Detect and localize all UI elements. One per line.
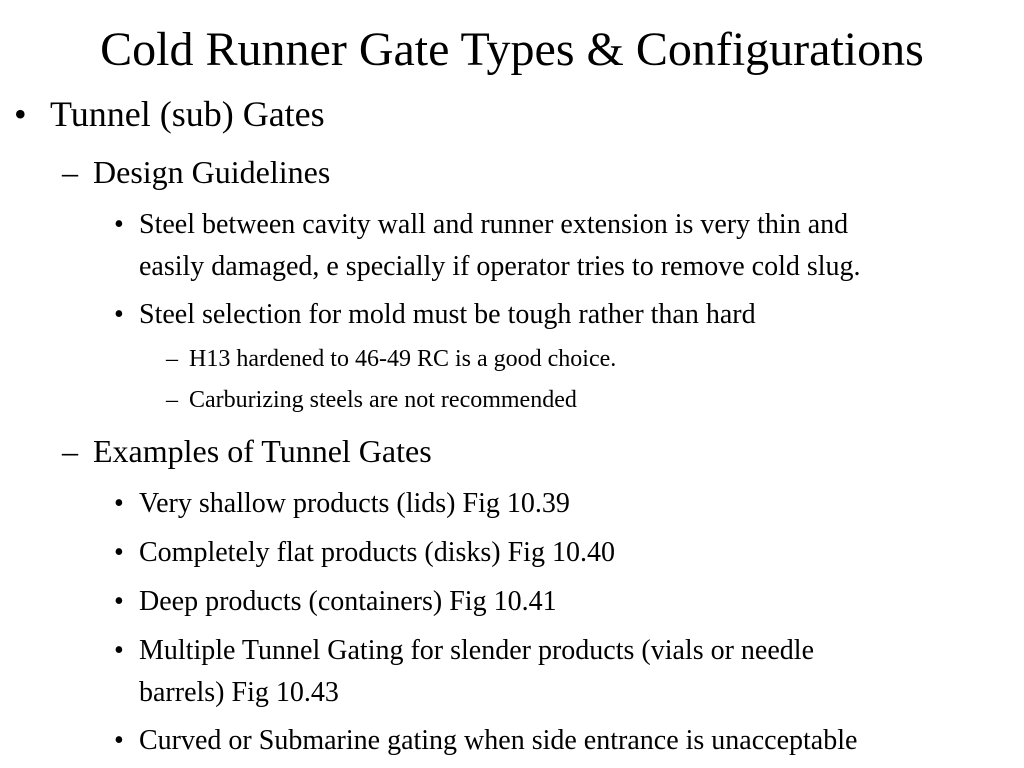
dash-marker: – (166, 387, 178, 413)
bullet-marker: • (14, 94, 27, 134)
sub-bullet-examples: Examples of Tunnel Gates (93, 433, 432, 469)
item-steel-thin-line-1: Steel between cavity wall and runner extension is very thin and (139, 209, 849, 240)
bullet-marker: • (114, 586, 124, 617)
dash-marker: – (166, 346, 178, 372)
item-carburizing-steels: Carburizing steels are not recommended (189, 387, 577, 413)
bullet-marker: • (114, 299, 124, 330)
item-steel-selection: Steel selection for mold must be tough rather than hard (139, 299, 756, 330)
item-multiple-tunnel-line-1: Multiple Tunnel Gating for slender products (vials or needle (139, 635, 814, 666)
bullet-marker: • (114, 635, 124, 666)
item-completely-flat: Completely flat products (disks) Fig 10.40 (139, 537, 615, 568)
bullet-marker: • (114, 537, 124, 568)
item-curved-submarine: Curved or Submarine gating when side entrance is unacceptable (139, 725, 858, 756)
bullet-marker: • (114, 209, 124, 240)
bullet-marker: • (114, 488, 124, 519)
item-h13-hardened: H13 hardened to 46-49 RC is a good choice. (189, 346, 617, 372)
slide-title: Cold Runner Gate Types & Configurations (100, 23, 924, 76)
bullet-marker: • (114, 725, 124, 756)
dash-marker: – (62, 433, 78, 469)
item-multiple-tunnel-line-2: barrels) Fig 10.43 (139, 677, 339, 708)
item-steel-thin-line-2: easily damaged, e specially if operator tries to remove cold slug. (139, 251, 861, 282)
sub-bullet-design-guidelines: Design Guidelines (93, 154, 331, 190)
dash-marker: – (62, 154, 78, 190)
bullet-tunnel-gates: Tunnel (sub) Gates (50, 94, 325, 134)
item-deep-products: Deep products (containers) Fig 10.41 (139, 586, 557, 617)
item-very-shallow: Very shallow products (lids) Fig 10.39 (139, 488, 570, 519)
